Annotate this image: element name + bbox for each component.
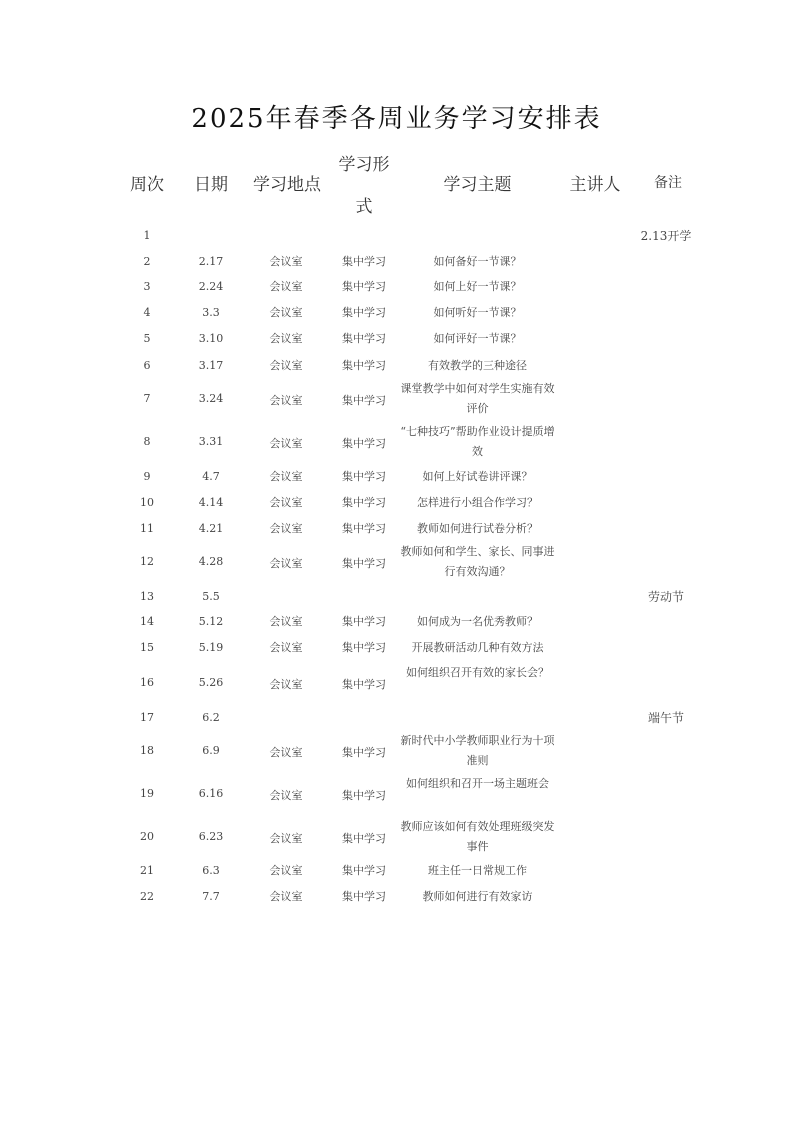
cell-date: 4.21 bbox=[198, 522, 224, 535]
cell-date: 6.2 bbox=[202, 711, 220, 724]
cell-topic: 教师如何和学生、家长、同事进行有效沟通？ bbox=[400, 545, 555, 578]
cell-place: 会议室 bbox=[269, 789, 303, 802]
cell-date: 6.3 bbox=[202, 864, 220, 877]
cell-place: 会议室 bbox=[269, 359, 303, 372]
cell-date: 6.16 bbox=[198, 787, 224, 800]
cell-topic: 如何组织和召开一场主题班会 bbox=[406, 777, 549, 790]
cell-week: 17 bbox=[140, 711, 154, 724]
cell-place: 会议室 bbox=[269, 641, 303, 654]
cell-place: 会议室 bbox=[269, 437, 303, 450]
cell-form: 集中学习 bbox=[342, 789, 386, 802]
cell-topic: 教师如何进行有效家访 bbox=[422, 890, 533, 903]
cell-place: 会议室 bbox=[269, 615, 303, 628]
cell-week: 12 bbox=[140, 555, 154, 568]
cell-topic: 开展教研活动几种有效方法 bbox=[411, 641, 544, 654]
header-date: 日期 bbox=[194, 175, 228, 195]
cell-topic: 有效教学的三种途径 bbox=[428, 359, 527, 372]
cell-date: 4.28 bbox=[198, 555, 224, 568]
cell-place: 会议室 bbox=[269, 832, 303, 845]
cell-note: 端午节 bbox=[647, 711, 684, 725]
cell-topic: 如何评好一节课？ bbox=[433, 332, 522, 345]
page-title: 2025年春季各周业务学习安排表 bbox=[191, 104, 602, 134]
cell-topic: 教师应该如何有效处理班级突发事件 bbox=[400, 820, 555, 853]
cell-week: 16 bbox=[140, 676, 154, 689]
cell-form: 集中学习 bbox=[342, 557, 386, 570]
cell-date: 5.12 bbox=[198, 615, 224, 628]
cell-date: 3.24 bbox=[198, 392, 224, 405]
cell-place: 会议室 bbox=[269, 394, 303, 407]
cell-form: 集中学习 bbox=[342, 615, 386, 628]
cell-date: 6.23 bbox=[198, 830, 224, 843]
cell-form: 集中学习 bbox=[342, 746, 386, 759]
cell-place: 会议室 bbox=[269, 746, 303, 759]
cell-note: 2.13开学 bbox=[640, 229, 692, 243]
cell-date: 3.10 bbox=[198, 332, 224, 345]
cell-place: 会议室 bbox=[269, 557, 303, 570]
cell-form: 集中学习 bbox=[342, 280, 386, 293]
cell-place: 会议室 bbox=[269, 280, 303, 293]
cell-date: 3.3 bbox=[202, 306, 220, 319]
cell-topic: 新时代中小学教师职业行为十项准则 bbox=[400, 734, 555, 767]
cell-date: 6.9 bbox=[202, 744, 220, 757]
cell-week: 15 bbox=[140, 641, 154, 654]
cell-week: 3 bbox=[143, 280, 151, 293]
cell-topic: 怎样进行小组合作学习？ bbox=[417, 496, 538, 509]
cell-week: 11 bbox=[140, 522, 154, 535]
cell-form: 集中学习 bbox=[342, 678, 386, 691]
header-form-line1: 学习形 bbox=[338, 155, 390, 175]
header-week: 周次 bbox=[130, 175, 164, 195]
cell-week: 19 bbox=[140, 787, 154, 800]
cell-week: 7 bbox=[143, 392, 151, 405]
cell-date: 2.24 bbox=[198, 280, 224, 293]
cell-form: 集中学习 bbox=[342, 394, 386, 407]
cell-form: 集中学习 bbox=[342, 496, 386, 509]
cell-topic: 如何上好试卷讲评课？ bbox=[422, 470, 533, 483]
cell-week: 1 bbox=[143, 229, 151, 242]
header-topic: 学习主题 bbox=[443, 175, 512, 195]
cell-place: 会议室 bbox=[269, 255, 303, 268]
cell-place: 会议室 bbox=[269, 678, 303, 691]
cell-date: 4.7 bbox=[202, 470, 220, 483]
cell-place: 会议室 bbox=[269, 890, 303, 903]
header-place: 学习地点 bbox=[253, 175, 321, 195]
header-form-line2: 式 bbox=[355, 197, 373, 217]
cell-week: 21 bbox=[140, 864, 154, 877]
cell-topic: 如何备好一节课？ bbox=[433, 255, 522, 268]
cell-form: 集中学习 bbox=[342, 332, 386, 345]
header-note: 备注 bbox=[654, 175, 682, 191]
cell-date: 5.5 bbox=[202, 590, 220, 603]
cell-week: 2 bbox=[143, 255, 151, 268]
cell-form: 集中学习 bbox=[342, 470, 386, 483]
cell-topic: 如何上好一节课？ bbox=[433, 280, 522, 293]
cell-form: 集中学习 bbox=[342, 522, 386, 535]
cell-date: 4.14 bbox=[198, 496, 224, 509]
cell-form: 集中学习 bbox=[342, 359, 386, 372]
cell-topic: 如何成为一名优秀教师？ bbox=[417, 615, 538, 628]
cell-date: 7.7 bbox=[202, 890, 220, 903]
cell-week: 9 bbox=[143, 470, 151, 483]
cell-date: 3.31 bbox=[198, 435, 224, 448]
cell-place: 会议室 bbox=[269, 332, 303, 345]
cell-form: 集中学习 bbox=[342, 864, 386, 877]
cell-topic: 如何听好一节课？ bbox=[433, 306, 522, 319]
cell-topic: “七种技巧”帮助作业设计提质增效 bbox=[400, 425, 555, 458]
cell-place: 会议室 bbox=[269, 864, 303, 877]
cell-topic: 班主任一日常规工作 bbox=[428, 864, 527, 877]
cell-date: 3.17 bbox=[198, 359, 224, 372]
cell-date: 5.19 bbox=[198, 641, 224, 654]
cell-form: 集中学习 bbox=[342, 437, 386, 450]
cell-week: 18 bbox=[140, 744, 154, 757]
header-speaker: 主讲人 bbox=[569, 175, 621, 195]
cell-week: 5 bbox=[143, 332, 151, 345]
cell-topic: 如何组织召开有效的家长会？ bbox=[406, 666, 549, 679]
cell-form: 集中学习 bbox=[342, 890, 386, 903]
cell-form: 集中学习 bbox=[342, 255, 386, 268]
cell-week: 14 bbox=[140, 615, 154, 628]
cell-week: 4 bbox=[143, 306, 151, 319]
cell-topic: 课堂教学中如何对学生实施有效评价 bbox=[400, 382, 555, 415]
cell-week: 13 bbox=[140, 590, 154, 603]
cell-form: 集中学习 bbox=[342, 306, 386, 319]
cell-week: 20 bbox=[140, 830, 154, 843]
cell-place: 会议室 bbox=[269, 306, 303, 319]
cell-week: 10 bbox=[140, 496, 154, 509]
cell-place: 会议室 bbox=[269, 522, 303, 535]
cell-date: 2.17 bbox=[198, 255, 224, 268]
cell-place: 会议室 bbox=[269, 470, 303, 483]
cell-form: 集中学习 bbox=[342, 832, 386, 845]
cell-week: 6 bbox=[143, 359, 151, 372]
cell-topic: 教师如何进行试卷分析？ bbox=[417, 522, 538, 535]
cell-form: 集中学习 bbox=[342, 641, 386, 654]
cell-note: 劳动节 bbox=[647, 590, 684, 604]
cell-place: 会议室 bbox=[269, 496, 303, 509]
cell-week: 22 bbox=[140, 890, 154, 903]
cell-week: 8 bbox=[143, 435, 151, 448]
cell-date: 5.26 bbox=[198, 676, 224, 689]
